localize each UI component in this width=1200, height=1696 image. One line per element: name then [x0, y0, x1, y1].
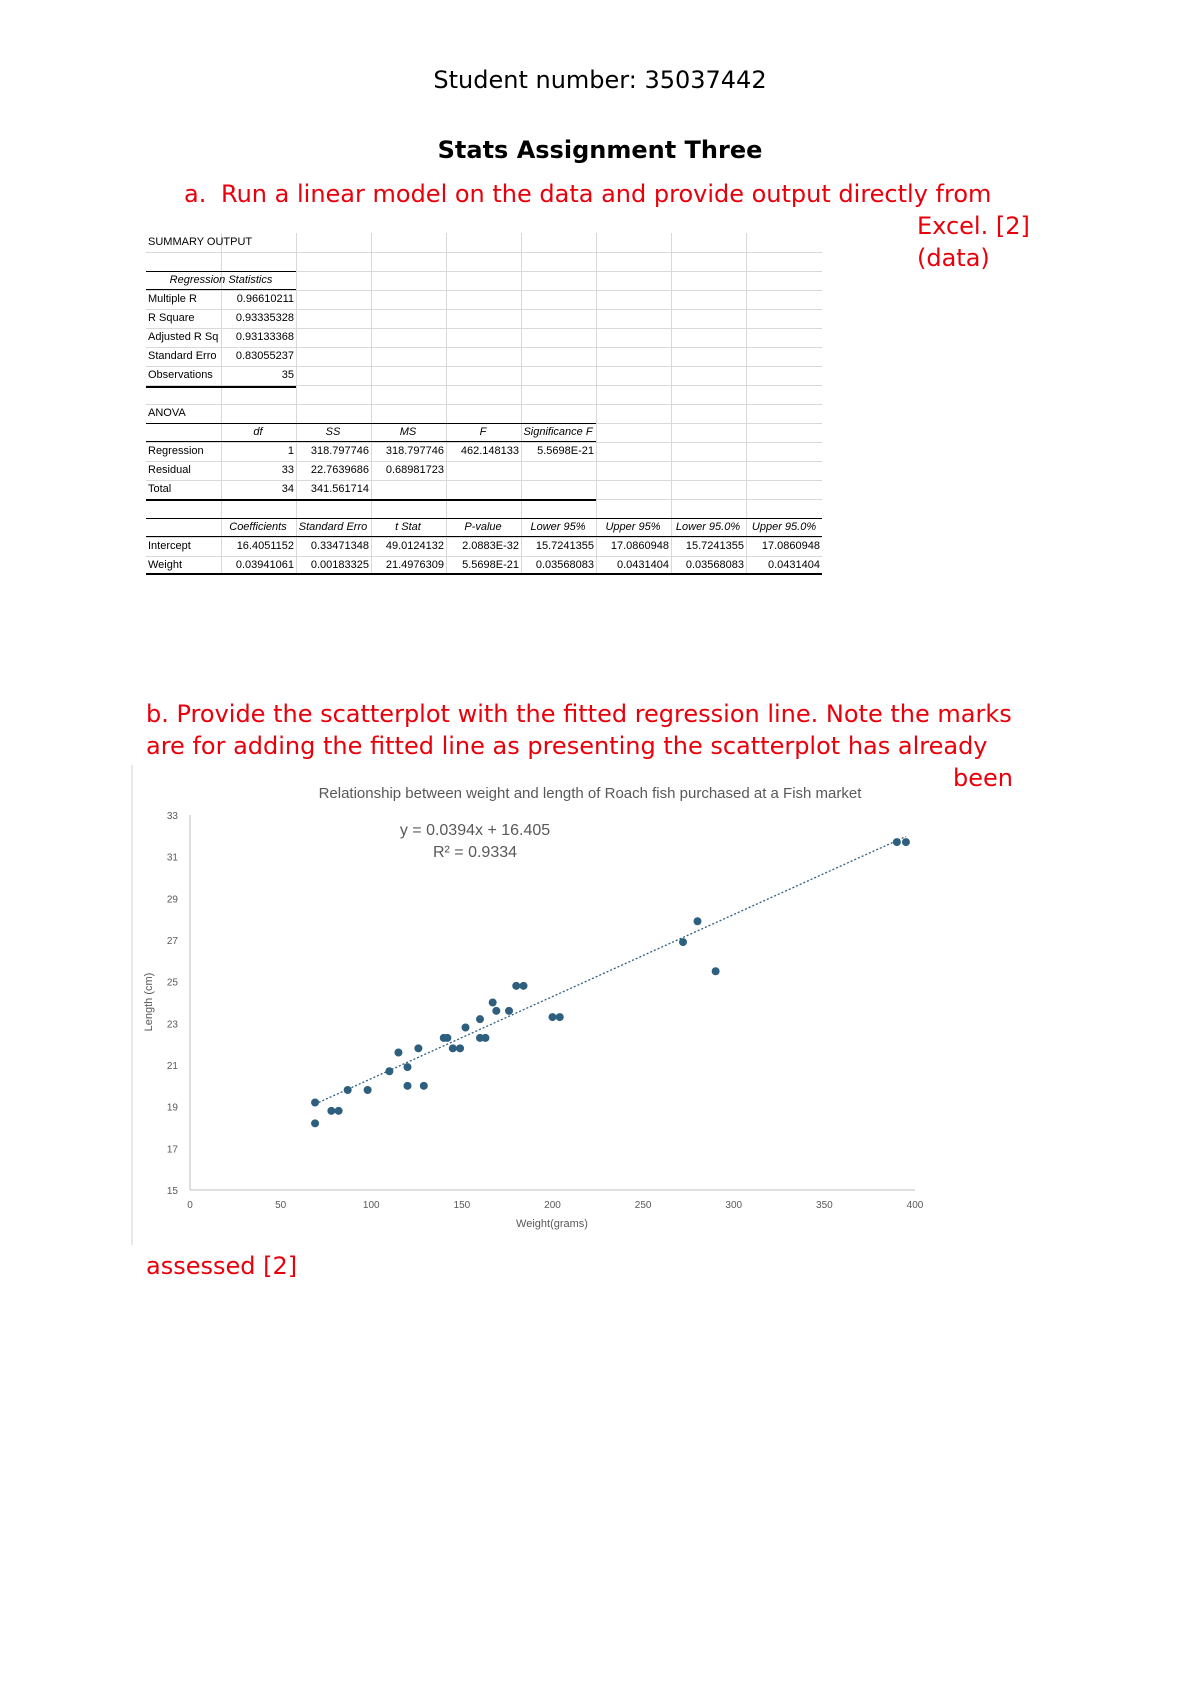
data-point [456, 1044, 464, 1052]
stat-label: Adjusted R Sq [148, 331, 219, 343]
regression-statistics-heading: Regression Statistics [169, 274, 273, 286]
table-rule [146, 423, 596, 424]
data-point [420, 1082, 428, 1090]
x-tick-label: 250 [634, 1200, 652, 1211]
stat-value: 35 [281, 369, 294, 381]
excel-summary-output [146, 233, 822, 575]
x-tick-labels [187, 1200, 924, 1211]
gridline [146, 290, 822, 291]
question-a-label: a. [184, 180, 207, 208]
coef-cell: 21.4976309 [385, 559, 444, 571]
coef-cell: 15.7241355 [535, 540, 594, 552]
data-point [404, 1082, 412, 1090]
y-tick-label: 25 [166, 977, 178, 989]
question-b-line2: are for adding the fitted line as presenting the scatterplot has already [146, 732, 988, 760]
y-tick-label: 17 [166, 1144, 178, 1156]
anova-cell: Residual [148, 464, 191, 476]
data-point [311, 1099, 319, 1107]
stat-value: 0.93133368 [235, 331, 294, 343]
anova-cell: Regression [148, 445, 204, 457]
table-rule [146, 536, 822, 537]
coef-header: Lower 95.0% [675, 521, 741, 533]
data-point [476, 1015, 484, 1023]
gridline [146, 537, 822, 538]
anova-header: df [253, 426, 263, 438]
question-b-line1: b. Provide the scatterplot with the fitted regression line. Note the marks [146, 700, 1012, 728]
data-point [462, 1024, 470, 1032]
gridline [146, 347, 822, 348]
data-point [364, 1086, 372, 1094]
coef-cell: 16.4051152 [236, 540, 294, 552]
anova-cell: 34 [281, 483, 294, 495]
stat-value: 0.96610211 [236, 293, 294, 305]
coef-header: Standard Erro [298, 521, 368, 533]
x-tick-label: 200 [544, 1200, 561, 1211]
coef-cell: 17.0860948 [761, 540, 820, 552]
data-point [385, 1067, 393, 1075]
data-point [520, 982, 528, 990]
data-point [512, 982, 520, 990]
anova-cell: 0.68981723 [385, 464, 444, 476]
anova-heading: ANOVA [148, 407, 186, 419]
coef-cell: 15.7241355 [685, 540, 744, 552]
x-tick-label: 0 [187, 1200, 193, 1211]
y-tick-label: 23 [166, 1019, 178, 1031]
coef-cell: 49.0124132 [385, 540, 444, 552]
student-number: Student number: 35037442 [433, 66, 767, 94]
anova-header: F [479, 426, 487, 438]
question-b-line4: assessed [2] [146, 1252, 298, 1280]
gridline [146, 442, 822, 443]
coef-header: Coefficients [229, 521, 287, 533]
coef-cell: 17.0860948 [610, 540, 669, 552]
data-point [443, 1034, 451, 1042]
gridline [146, 309, 822, 310]
gridline [146, 366, 822, 367]
stat-value: 0.93335328 [235, 312, 294, 324]
data-point [694, 917, 702, 925]
summary-output-title: SUMMARY OUTPUT [148, 236, 253, 248]
fitted-regression-line [315, 837, 906, 1105]
data-point [902, 838, 910, 846]
anova-cell: 1 [287, 445, 294, 457]
anova-cell: 318.797746 [385, 445, 444, 457]
data-point [556, 1013, 564, 1021]
data-point [489, 999, 497, 1007]
data-point [404, 1063, 412, 1071]
x-tick-label: 350 [816, 1200, 833, 1211]
data-point [394, 1049, 402, 1057]
y-tick-label: 33 [166, 811, 178, 822]
gridline [146, 404, 822, 405]
y-tick-label: 31 [166, 852, 178, 864]
table-rule [146, 386, 296, 388]
data-points [311, 838, 910, 1127]
y-tick-label: 15 [166, 1186, 178, 1197]
question-a-text: Run a linear model on the data and provide output directly from [221, 180, 992, 208]
data-point [549, 1013, 557, 1021]
anova-header: SS [325, 426, 341, 438]
data-point [481, 1034, 489, 1042]
coef-cell: 2.0883E-32 [462, 540, 519, 552]
data-point [712, 967, 720, 975]
data-point [893, 838, 901, 846]
x-tick-label: 400 [906, 1200, 924, 1211]
coef-cell: 0.0431404 [617, 559, 669, 571]
coef-cell: 0.33471348 [310, 540, 369, 552]
coef-header: Upper 95% [605, 521, 661, 533]
x-tick-label: 150 [453, 1200, 471, 1211]
table-rule [146, 289, 296, 290]
coef-cell: 5.5698E-21 [462, 559, 519, 571]
coef-cell: 0.03568083 [535, 559, 594, 571]
coef-cell: Intercept [148, 540, 191, 552]
gridline [146, 252, 822, 253]
anova-cell: Total [148, 483, 172, 495]
chart-title: Relationship between weight and length of Roach fish purchased at a Fish market [318, 785, 862, 802]
stat-label: Observations [148, 369, 213, 381]
scatter-chart [130, 765, 940, 1245]
data-point [492, 1007, 500, 1015]
x-tick-label: 100 [362, 1200, 380, 1211]
data-point [344, 1086, 352, 1094]
y-tick-label: 21 [166, 1061, 178, 1072]
question-b-line3: been [953, 764, 1013, 792]
anova-cell: 318.797746 [310, 445, 369, 457]
data-point [449, 1044, 457, 1052]
data-point [505, 1007, 513, 1015]
coef-cell: 0.0431404 [768, 559, 820, 571]
data-point [679, 938, 687, 946]
page-title: Stats Assignment Three [437, 136, 763, 164]
stat-label: Standard Erro [148, 350, 217, 362]
gridline [146, 328, 822, 329]
anova-cell: 22.7639686 [310, 464, 369, 476]
coef-header: Upper 95.0% [751, 521, 817, 533]
question-a-marks: Excel. [2] [917, 212, 1030, 240]
coef-header: t Stat [395, 521, 421, 533]
coef-cell: Weight [148, 559, 183, 571]
y-tick-label: 19 [166, 1102, 178, 1114]
coef-header: Lower 95% [530, 521, 586, 533]
table-rule [146, 441, 596, 442]
x-tick-label: 300 [725, 1200, 743, 1211]
data-point [327, 1107, 335, 1115]
y-tick-label: 29 [166, 894, 178, 906]
y-axis-label: Length (cm) [143, 972, 155, 1032]
table-rule [146, 518, 822, 519]
gridline [146, 461, 822, 462]
table-rule [146, 271, 296, 272]
scatter-chart-svg [130, 765, 940, 1245]
anova-cell: 341.561714 [310, 483, 369, 495]
stat-value: 0.83055237 [235, 350, 294, 362]
gridline [146, 556, 822, 557]
gridline [146, 480, 822, 481]
coef-cell: 0.00183325 [310, 559, 369, 571]
stat-label: Multiple R [148, 293, 197, 305]
anova-header: Significance F [523, 426, 593, 438]
y-tick-label: 27 [166, 936, 178, 947]
anova-cell: 33 [281, 464, 294, 476]
anova-header: MS [399, 426, 417, 438]
data-point [335, 1107, 343, 1115]
coef-cell: 0.03941061 [235, 559, 294, 571]
x-tick-label: 50 [275, 1200, 287, 1211]
question-a-data-link[interactable]: (data) [917, 244, 990, 272]
stat-label: R Square [148, 312, 195, 324]
data-point [311, 1119, 319, 1127]
anova-cell: 462.148133 [460, 445, 519, 457]
table-rule [146, 573, 822, 575]
y-tick-labels [167, 811, 179, 1197]
table-rule [146, 499, 596, 501]
trendline-equation: y = 0.0394x + 16.405 [399, 822, 551, 839]
data-point [414, 1044, 422, 1052]
coef-cell: 0.03568083 [685, 559, 744, 571]
x-axis-label: Weight(grams) [516, 1218, 588, 1230]
trendline-r-squared: R² = 0.9334 [432, 844, 518, 861]
coef-header: P-value [464, 521, 502, 533]
anova-cell: 5.5698E-21 [537, 445, 594, 457]
